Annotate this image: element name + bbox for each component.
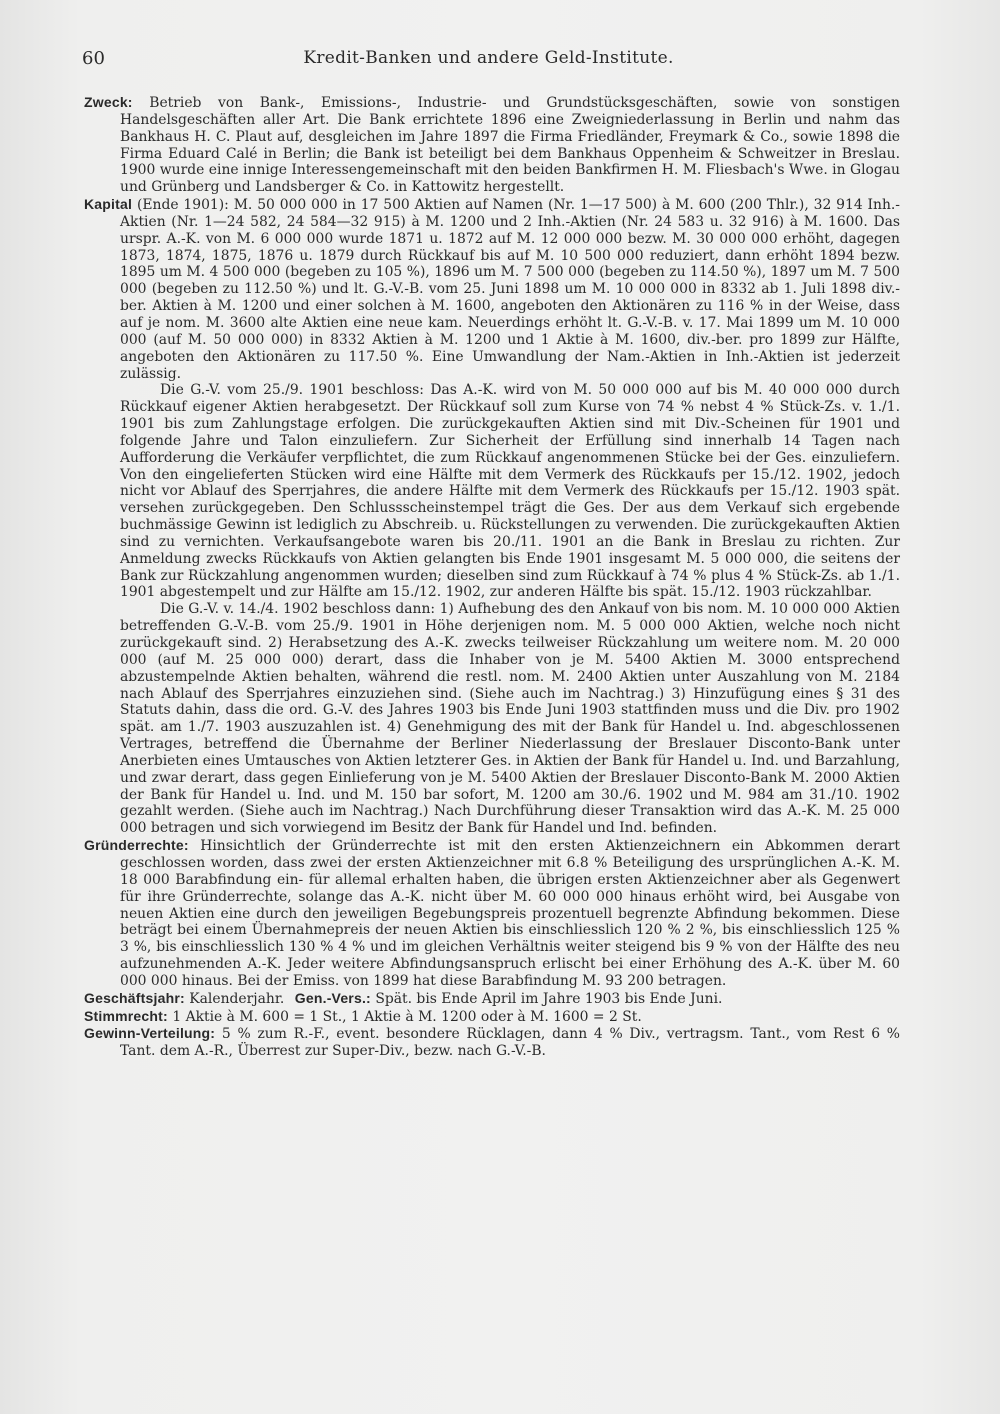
- page-body: [84, 94, 900, 1060]
- section-geschaeftsjahr: [84, 990, 900, 1008]
- running-title: Kredit-Banken und andere Geld-Institute.: [303, 48, 674, 68]
- label-kapital: Kapital: [84, 196, 133, 213]
- page-number: 60: [82, 48, 105, 69]
- text-zweck: Betrieb von Bank-, Emissions-, Industrie- und Grundstücksgeschäften, sowie von sonstigen Handelsgeschäften aller Art. Die Bank errichtete 1896 eine Zweigniederlassung in Berlin und nahm das Bankhaus H. C. Plaut auf, desgleichen im Jahre 1897 die Firma Friedländer, Freymark & Co., sowie 1898 die Firma Eduard Calé in Berlin; die Bank ist beteiligt bei dem Bankhaus Oppenheim & Schweitzer in Breslau. 1900 wurde eine innige Interessengemeinschaft mit den beiden Bankfirmen H. M. Fliesbach's Wwe. in Glogau und Grünberg und Landsberger & Co. in Kattowitz hergestellt.: [120, 95, 900, 196]
- text-geschaeftsjahr: Kalenderjahr.: [189, 990, 285, 1007]
- kapital-paragraph-3: Die G.-V. v. 14./4. 1902 beschloss dann: 1) Aufhebung des den Ankauf von bis nom. M. 10 000 000 Aktien betreffenden G.-V.-B. vom 25./9. 1901 in Höhe derjenigen nom. M. 5 000 000 Aktien, welche noch nicht zurückgekauft sind. 2) Herabsetzung des A.-K. zwecks teilweiser Rückzahlung um weitere nom. M. 20 000 000 (auf M. 25 000 000) derart, dass die Inhaber von je M. 5400 Aktien M. 3000 entsprechend abzustempelnde Aktien behalten, während die restl. nom. M. 2400 Aktien unter Auszahlung von M. 2184 nach Ablauf des Sperrjahres einzuziehen sind. (Siehe auch im Nachtrag.) 3) Hinzufügung eines § 31 des Statuts dahin, dass die ord. G.-V. des Jahres 1903 bis Ende Juni 1903 stattfinden muss und die Div. pro 1902 spät. am 1./7. 1903 auszuzahlen ist. 4) Genehmigung des mit der Bank für Handel u. Ind. abgeschlossenen Vertrages, betreffend die Übernahme der Berliner Niederlassung der Breslauer Disconto-Bank unter Anerbieten eines Umtausches von Aktien letzterer Ges. in Aktien der Bank für Handel u. Ind. und Barzahlung, und zwar derart, dass gegen Einlieferung von je M. 5400 Aktien der Breslauer Disconto-Bank M. 2000 Aktien der Bank für Handel u. Ind. und M. 150 bar sofort, M. 1200 am 30./6. 1902 und M. 984 am 31./10. 1902 gezahlt werden. (Siehe auch im Nachtrag.) Nach Durchführung dieser Transaktion wird das A.-K. M. 25 000 000 betragen und sich vorwiegend im Besitz der Bank für Handel und Ind. befinden.: [120, 601, 900, 837]
- text-gen-vers: Spät. bis Ende April im Jahre 1903 bis Ende Juni.: [375, 990, 723, 1007]
- label-gen-vers: Gen.-Vers.:: [294, 989, 371, 1006]
- label-gruenderrechte: Gründerrechte:: [84, 837, 189, 854]
- label-geschaeftsjahr: Geschäftsjahr:: [84, 989, 185, 1006]
- text-stimmrecht: 1 Aktie à M. 600 = 1 St., 1 Aktie à M. 1200 oder à M. 1600 = 2 St.: [172, 1008, 642, 1025]
- text-gewinn-verteilung: 5 % zum R.-F., event. besondere Rücklagen, dann 4 % Div., vertragsm. Tant., vom Rest 6 % Tant. dem A.-R., Überrest zur Super-Div., bezw. nach G.-V.-B.: [120, 1026, 900, 1060]
- text-gruenderrechte: Hinsichtlich der Gründerrechte ist mit den ersten Aktienzeichnern ein Abkommen derart geschlossen worden, dass zwei der ersten Aktienzeichner mit 6.8 % Beteiligung des ursprünglichen A.-K. M. 18 000 Barabfindung ein- für allemal erhalten haben, die übrigen ersten Aktienzeichner aber als Gegenwert für ihre Gründerrechte, solange das A.-K. nicht über M. 60 000 000 hinaus erhöht wird, bei Ausgabe von neuen Aktien eine durch den jeweiligen Begebungspreis prozentuell begrenzte Abfindung bekommen. Diese beträgt bei einem Übernahmepreis der neuen Aktien bis einschliesslich 120 % 2 %, bis einschliesslich 125 % 3 %, bis einschliesslich 130 % 4 % und im gleichen Verhältnis weiter steigend bis 9 % von der Hälfte des neu aufzunehmenden A.-K. Jeder weitere Abfindungsanspruch erlischt bei einer Erhöhung des A.-K. über M. 60 000 000 hinaus. Bei der Emiss. von 1899 hat diese Barabfindung M. 93 200 betragen.: [120, 838, 900, 989]
- kapital-paragraph-2: Die G.-V. vom 25./9. 1901 beschloss: Das A.-K. wird von M. 50 000 000 auf bis M. 40 000 000 durch Rückkauf eigener Aktien herabgesetzt. Der Rückkauf soll zum Kurse von 74 % nebst 4 % Stück-Zs. v. 1./1. 1901 bis zum Zahlungstage erfolgen. Die zurückgekauften Aktien sind mit Div.-Scheinen für 1901 und folgende Jahre und Talon einzuliefern. Zur Sicherheit der Erfüllung sind innerhalb 14 Tagen nach Aufforderung die Verkäufer verpflichtet, die zum Rückkauf angenommenen Stücke bei der Ges. einzuliefern. Von den eingelieferten Stücken wird eine Hälfte mit dem Vermerk des Rückkaufs per 15./12. 1902, jedoch nicht vor Ablauf des Sperrjahres, die andere Hälfte mit dem Vermerk des Rückkaufs per 15./12. 1903 spät. versehen zurückgegeben. Den Schlussscheinstempel trägt die Ges. Der aus dem Verkauf sich ergebende buchmässige Gewinn ist lediglich zu Abschreib. u. Rückstellungen zu verwenden. Die zurückgekauften Aktien sind zu vernichten. Verkaufsangebote waren bis 20./11. 1901 an die Bank in Breslau zu richten. Zur Anmeldung zwecks Rückkaufs von Aktien gelangten bis Ende 1901 insgesamt M. 5 000 000, die seitens der Bank zur Rückzahlung angenommen wurden; dieselben sind zum Rückkauf à 74 % plus 4 % Stück-Zs. ab 1./1. 1901 abgestempelt und zur Hälfte am 15./12. 1902, zur anderen Hälfte bis spät. 15./12. 1903 rückzahlbar.: [120, 382, 900, 601]
- section-gewinn-verteilung: [84, 1025, 900, 1060]
- section-stimmrecht: [84, 1008, 900, 1026]
- section-gruenderrechte: [84, 837, 900, 990]
- section-zweck: [84, 94, 900, 196]
- page-header: [82, 48, 895, 72]
- label-stimmrecht: Stimmrecht:: [84, 1007, 168, 1024]
- text-kapital: (Ende 1901): M. 50 000 000 in 17 500 Aktien auf Namen (Nr. 1—17 500) à M. 600 (200 Thlr.), 32 914 Inh.-Aktien (Nr. 1—24 582, 24 584—32 915) à M. 1200 und 2 Inh.-Aktien (Nr. 24 583 u. 32 916) à M. 1600. Das urspr. A.-K. von M. 6 000 000 wurde 1871 u. 1872 auf M. 12 000 000 bezw. M. 30 000 000 erhöht, dagegen 1873, 1874, 1875, 1876 u. 1879 durch Rückkauf bis auf M. 10 500 000 reduziert, dann erhöht 1894 bezw. 1895 um M. 4 500 000 (begeben zu 105 %), 1896 um M. 7 500 000 (begeben zu 114.50 %), 1897 um M. 7 500 000 (begeben zu 112.50 %) und lt. G.-V.-B. vom 25. Juni 1898 um M. 10 000 000 in 8332 ab 1. Juli 1898 div.-ber. Aktien à M. 1200 und einer solchen à M. 1600, angeboten den Aktionären zu 116 % in der Weise, dass auf je nom. M. 3600 alte Aktien eine neue kam. Neuerdings erhöht lt. G.-V.-B. v. 17. Mai 1899 um M. 10 000 000 (auf M. 50 000 000) in 8332 Aktien à M. 1200 und 1 Aktie à M. 1600, div.-ber. pro 1899 zur Hälfte, angeboten den Aktionären zu 117.50 %. Eine Umwandlung der Nam.-Aktien in Inh.-Aktien ist jederzeit zulässig.: [120, 197, 900, 382]
- section-kapital: [84, 196, 900, 382]
- label-gewinn-verteilung: Gewinn-Verteilung:: [84, 1025, 216, 1042]
- label-zweck: Zweck:: [84, 94, 133, 110]
